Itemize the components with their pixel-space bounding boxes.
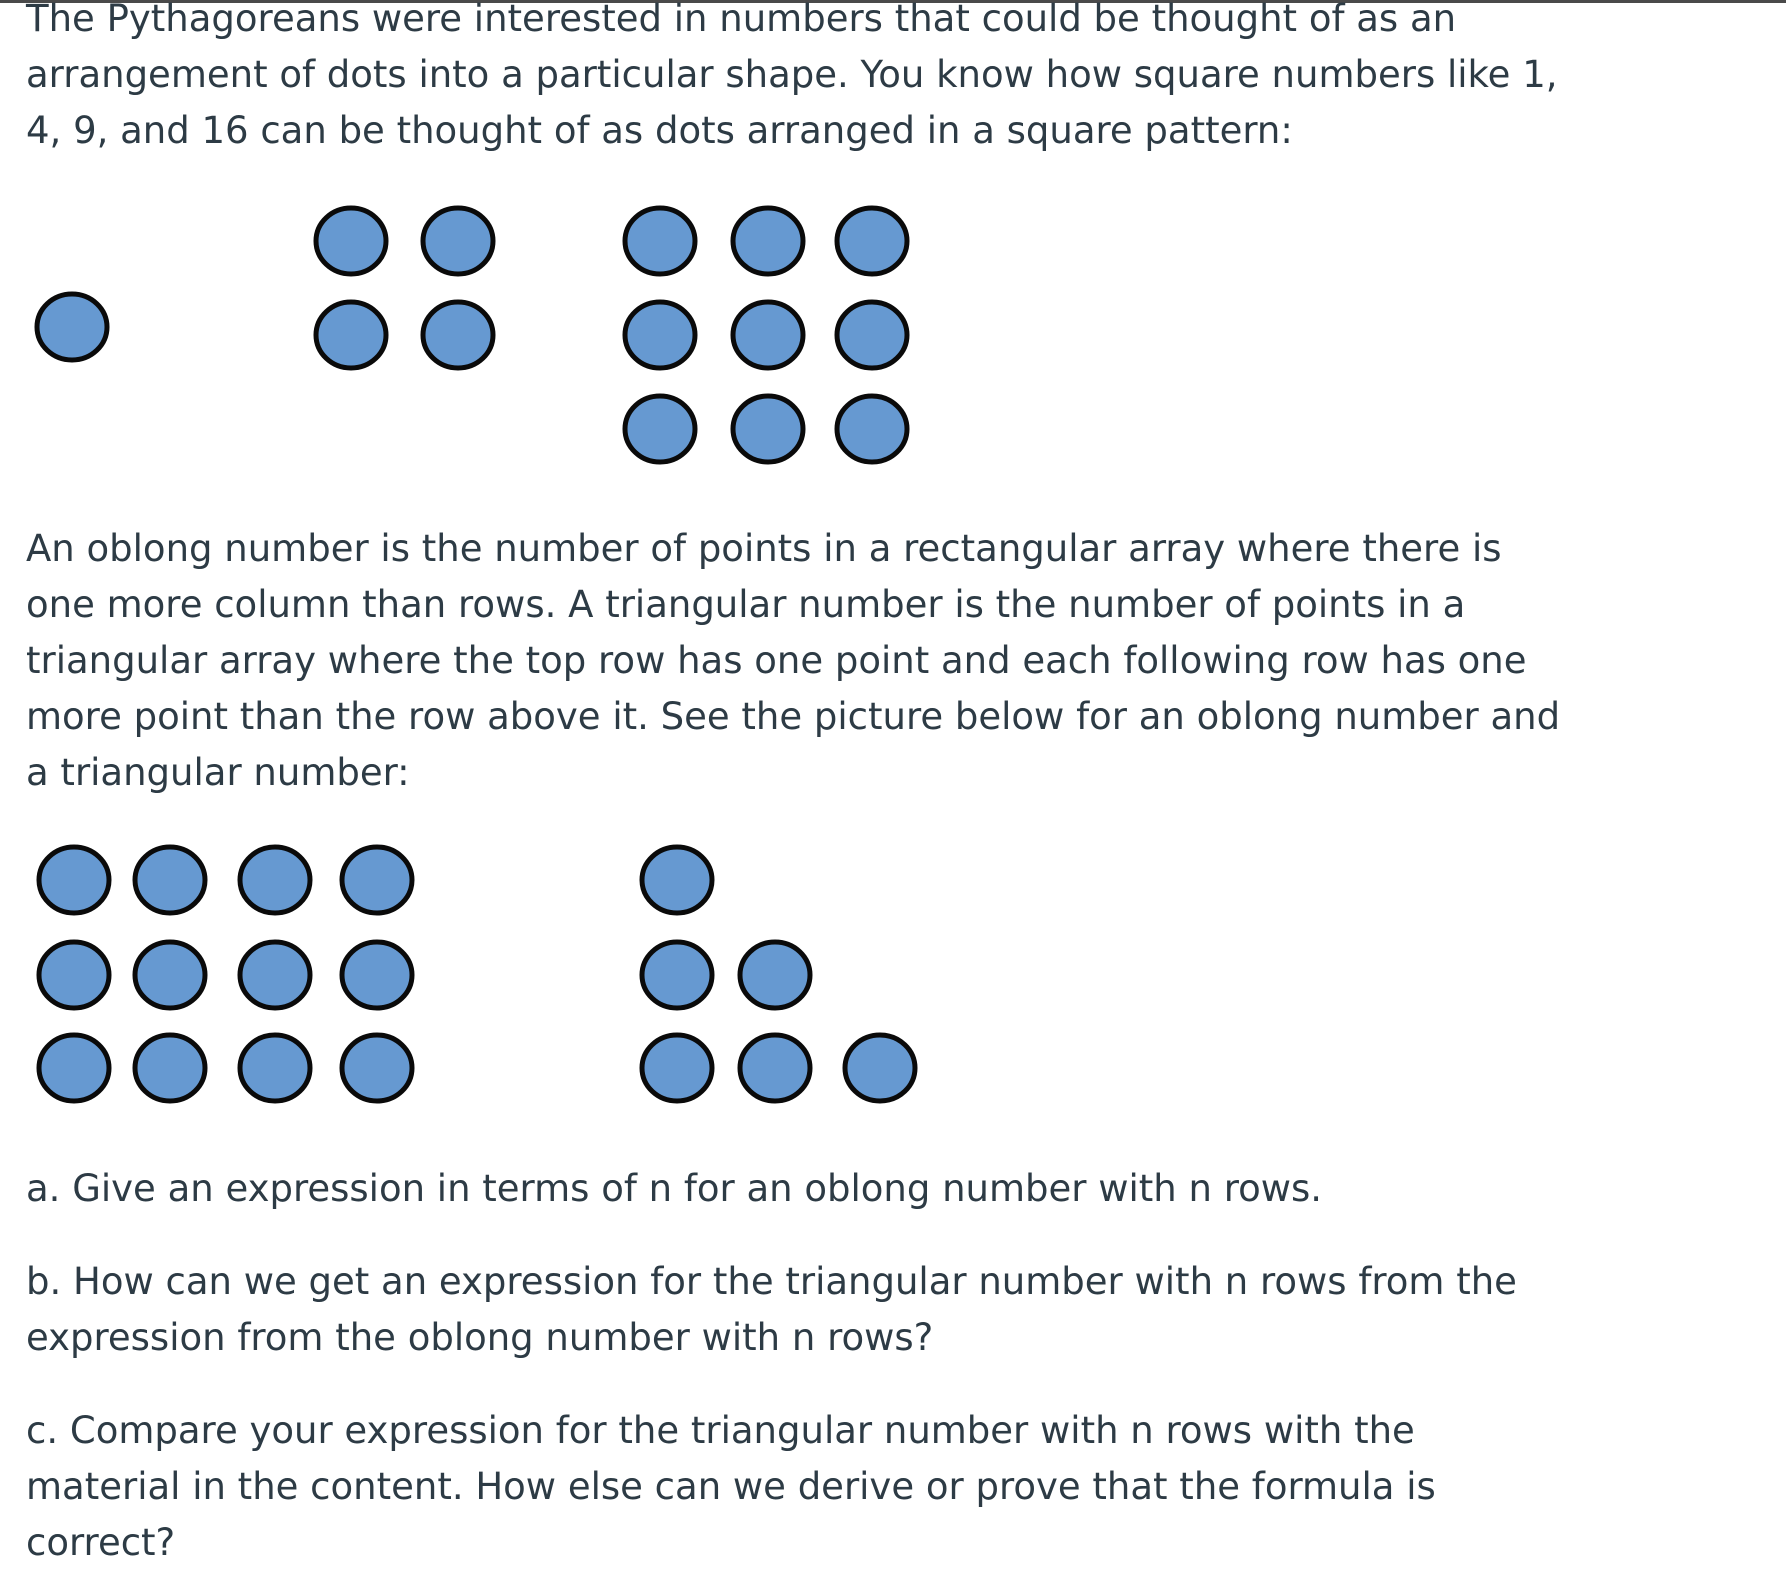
dot [845, 1035, 915, 1101]
question-b-line: b. How can we get an expression for the triangular number with n rows from the [26, 1260, 1517, 1303]
dot [625, 302, 695, 368]
dot [740, 1035, 810, 1101]
oblong-triangular-figure [0, 830, 1786, 1120]
definition-line: one more column than rows. A triangular number is the number of points in a [26, 583, 1466, 626]
question-c [26, 1403, 1436, 1571]
question-b [26, 1254, 1517, 1366]
dot [423, 208, 493, 274]
intro-line: arrangement of dots into a particular shape. You know how square numbers like 1, [26, 53, 1558, 96]
question-b-line: expression from the oblong number with n rows? [26, 1316, 934, 1359]
dot [39, 847, 109, 913]
dot [135, 847, 205, 913]
intro-line: The Pythagoreans were interested in numbers that could be thought of as an [26, 0, 1457, 40]
dot [642, 942, 712, 1008]
square-1-group [37, 294, 107, 360]
square-numbers-figure [0, 190, 1786, 480]
dot [39, 942, 109, 1008]
question-a [26, 1161, 1322, 1217]
dot [240, 1035, 310, 1101]
dot [135, 1035, 205, 1101]
intro-line: 4, 9, and 16 can be thought of as dots arranged in a square pattern: [26, 109, 1293, 152]
dot [342, 847, 412, 913]
dot [642, 1035, 712, 1101]
dot [642, 847, 712, 913]
dot [342, 1035, 412, 1101]
definition-paragraph [26, 521, 1560, 801]
intro-paragraph [26, 0, 1558, 159]
dot [342, 942, 412, 1008]
dot [37, 294, 107, 360]
dot [316, 302, 386, 368]
dot [837, 302, 907, 368]
dot [240, 942, 310, 1008]
dot [625, 396, 695, 462]
square-4-group [316, 208, 493, 368]
definition-line: more point than the row above it. See the picture below for an oblong number and [26, 695, 1561, 738]
question-a-line: a. Give an expression in terms of n for an oblong number with n rows. [26, 1167, 1323, 1210]
dot [316, 208, 386, 274]
dot [625, 208, 695, 274]
triangular-number-group [642, 847, 915, 1101]
dot [837, 208, 907, 274]
dot [733, 396, 803, 462]
dot [135, 942, 205, 1008]
question-c-line: material in the content. How else can we derive or prove that the formula is [26, 1465, 1436, 1508]
dot [733, 208, 803, 274]
definition-line: An oblong number is the number of points in a rectangular array where there is [26, 527, 1502, 570]
question-c-line: c. Compare your expression for the triangular number with n rows with the [26, 1409, 1415, 1452]
dot [733, 302, 803, 368]
definition-line: a triangular number: [26, 751, 410, 794]
square-9-group [625, 208, 907, 462]
dot [423, 302, 493, 368]
dot [837, 396, 907, 462]
oblong-number-group [39, 847, 412, 1101]
dot [240, 847, 310, 913]
dot [740, 942, 810, 1008]
dot [39, 1035, 109, 1101]
question-c-line: correct? [26, 1521, 176, 1564]
definition-line: triangular array where the top row has one point and each following row has one [26, 639, 1527, 682]
